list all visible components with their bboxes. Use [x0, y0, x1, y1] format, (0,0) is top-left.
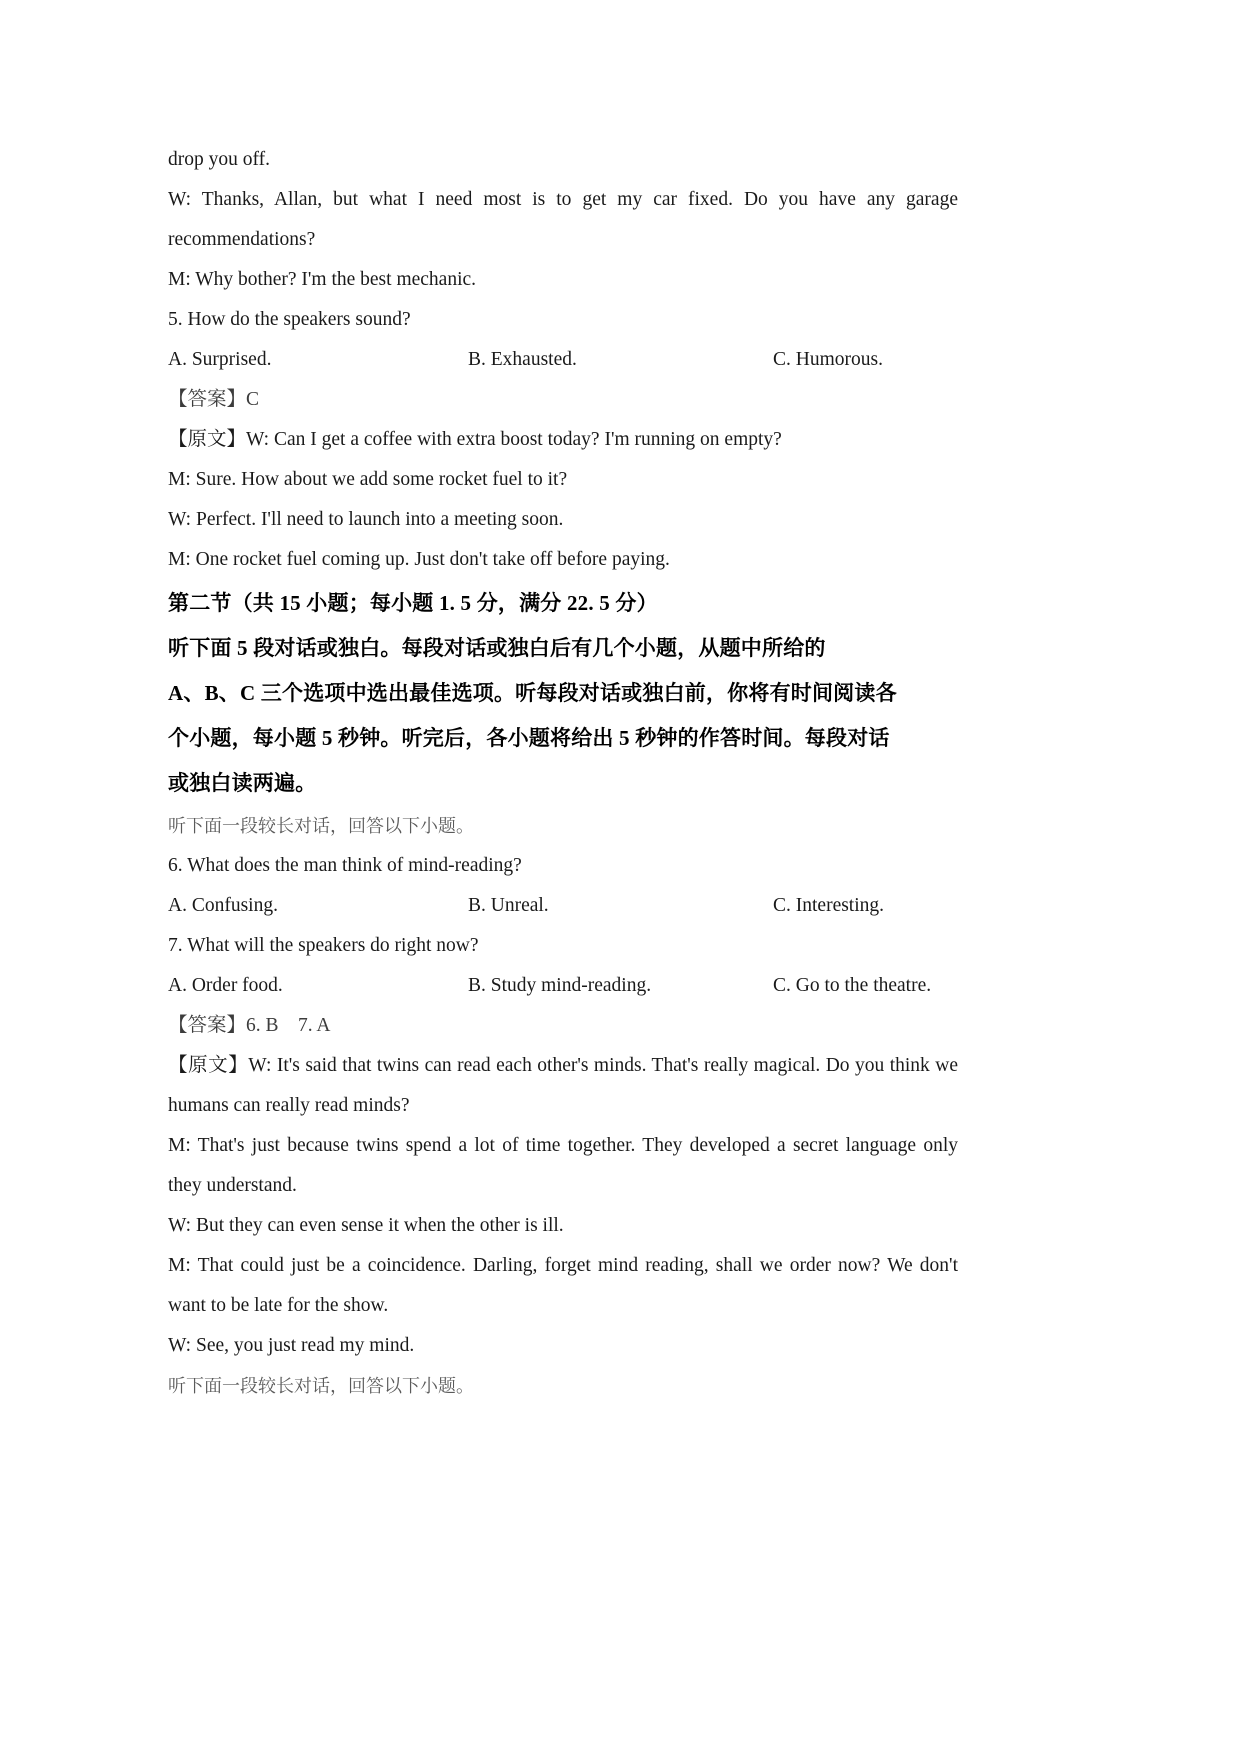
section-2-heading: 第二节（共 15 小题；每小题 1. 5 分，满分 22. 5 分）: [168, 591, 658, 615]
question-7-option-a[interactable]: A. Order food.: [168, 975, 283, 996]
question-7-option-c[interactable]: C. Go to the theatre.: [773, 975, 932, 996]
question-5-transcript-line-2: M: Sure. How about we add some rocket fuel to it?: [168, 469, 568, 490]
question-6-7-transcript-line-3: W: But they can even sense it when the other is ill.: [168, 1215, 564, 1236]
question-7-stem: 7. What will the speakers do right now?: [168, 935, 479, 956]
section-2-instruction-line-2: A、B、C 三个选项中选出最佳选项。听每段对话或独白前，你将有时间阅读各: [168, 681, 897, 705]
page-content: [168, 140, 963, 1406]
question-6-7-transcript-line-5: W: See, you just read my mind.: [168, 1335, 415, 1356]
question-5-options: [168, 340, 958, 380]
listening-note-1: 听下面一段较长对话，回答以下小题。: [168, 816, 474, 836]
section-2-instruction-line-4: 或独白读两遍。: [168, 771, 317, 795]
question-7-option-b[interactable]: B. Study mind-reading.: [468, 975, 652, 996]
question-5-option-a[interactable]: A. Surprised.: [168, 349, 272, 370]
transcript-line-w-thanks: W: Thanks, Allan, but what I need most is to get my car fixed. Do you have any garage recommendations?: [168, 189, 963, 250]
question-5-stem: 5. How do the speakers sound?: [168, 309, 411, 330]
section-2-instruction-line-1: 听下面 5 段对话或独白。每段对话或独白后有几个小题，从题中所给的: [168, 636, 826, 660]
question-5-option-c[interactable]: C. Humorous.: [773, 349, 883, 370]
question-7-options: [168, 966, 958, 1006]
question-6-7-transcript-line-2: M: That's just because twins spend a lot of time together. They developed a secret language only they understand.: [168, 1135, 963, 1196]
question-6-options: [168, 886, 958, 926]
question-6-option-c[interactable]: C. Interesting.: [773, 895, 885, 916]
section-2-instruction-line-3: 个小题，每小题 5 秒钟。听完后，各小题将给出 5 秒钟的作答时间。每段对话: [168, 726, 890, 750]
question-5-transcript-line-3: W: Perfect. I'll need to launch into a meeting soon.: [168, 509, 564, 530]
question-6-stem: 6. What does the man think of mind-reading?: [168, 855, 522, 876]
transcript-line-drop-you-off: drop you off.: [168, 149, 271, 170]
listening-note-2: 听下面一段较长对话，回答以下小题。: [168, 1376, 474, 1396]
transcript-line-m-why-bother: M: Why bother? I'm the best mechanic.: [168, 269, 477, 290]
question-6-7-transcript-line-1: 【原文】W: It's said that twins can read each other's minds. That's really magical. Do you think we humans can really read minds?: [168, 1055, 963, 1116]
question-6-7-answer: 【答案】6. B 7. A: [168, 1015, 331, 1036]
question-5-transcript-line-4: M: One rocket fuel coming up. Just don't take off before paying.: [168, 549, 670, 570]
question-5-transcript-line-1: 【原文】W: Can I get a coffee with extra boost today? I'm running on empty?: [168, 429, 782, 450]
question-6-7-transcript-line-4: M: That could just be a coincidence. Darling, forget mind reading, shall we order now? We don't want to be late for the show.: [168, 1255, 963, 1316]
question-5-answer: 【答案】C: [168, 389, 260, 410]
question-6-option-a[interactable]: A. Confusing.: [168, 895, 278, 916]
question-5-option-b[interactable]: B. Exhausted.: [468, 349, 577, 370]
question-6-option-b[interactable]: B. Unreal.: [468, 895, 549, 916]
